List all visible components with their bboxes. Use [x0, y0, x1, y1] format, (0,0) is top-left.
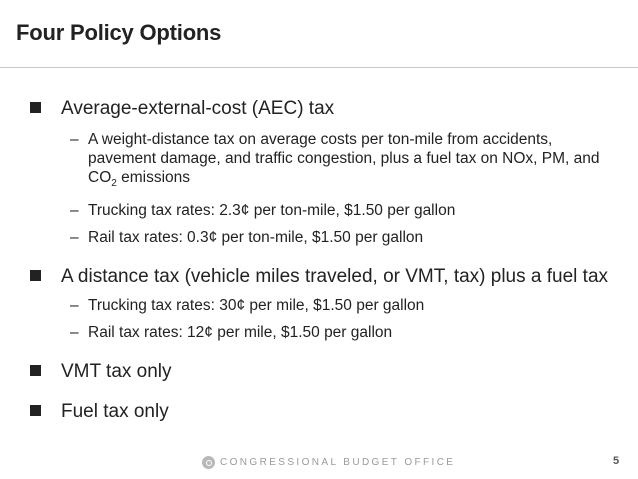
bullet-text: A distance tax (vehicle miles traveled, or VMT, tax) plus a fuel tax: [61, 266, 609, 287]
sub-text-prefix: A weight-distance tax on average costs per ton-mile from accidents, pavement damage, and traffic congestion, plus a fuel tax on NOx, PM, and CO: [88, 131, 600, 186]
sub-bullet-aec-trucking-rates: [70, 201, 610, 220]
dash-marker: –: [70, 229, 79, 246]
slide-title: Four Policy Options: [16, 20, 222, 45]
square-bullet-icon: [30, 365, 41, 376]
subscript-text: 2: [111, 178, 117, 190]
bullet-fuel-tax-only: [30, 401, 169, 423]
square-bullet-icon: [30, 102, 41, 113]
bullet-vmt-only: [30, 361, 172, 383]
sub-bullet-aec-description: [70, 130, 610, 193]
bullet-text: Average-external-cost (AEC) tax: [61, 98, 335, 119]
sub-bullet-text: Rail tax rates: 12¢ per mile, $1.50 per gallon: [88, 324, 393, 341]
bullet-distance-tax: [30, 266, 608, 288]
footer-organization: CONGRESSIONAL BUDGET OFFICE: [220, 457, 456, 468]
dash-marker: –: [70, 202, 79, 219]
square-bullet-icon: [30, 270, 41, 281]
sub-bullet-text: Trucking tax rates: 2.3¢ per ton-mile, $1.50 per gallon: [88, 202, 456, 219]
bullet-aec-tax: [30, 98, 334, 120]
square-bullet-icon: [30, 405, 41, 416]
dash-marker: –: [70, 324, 79, 341]
dash-marker: –: [70, 297, 79, 314]
sub-bullet-vmt-rail-rates: [70, 323, 610, 342]
sub-bullet-aec-rail-rates: [70, 228, 610, 247]
sub-bullet-text: [88, 130, 610, 193]
bullet-text: VMT tax only: [61, 361, 172, 382]
dash-marker: –: [70, 131, 79, 148]
title-bar: [0, 0, 638, 68]
cbo-logo-icon: [202, 456, 215, 469]
bullet-text: Fuel tax only: [61, 401, 169, 422]
sub-bullet-vmt-trucking-rates: [70, 296, 610, 315]
sub-bullet-text: Trucking tax rates: 30¢ per mile, $1.50 per gallon: [88, 297, 425, 314]
sub-text-suffix: emissions: [116, 169, 191, 186]
page-number: 5: [613, 455, 620, 467]
sub-bullet-text: Rail tax rates: 0.3¢ per ton-mile, $1.50 per gallon: [88, 229, 424, 246]
